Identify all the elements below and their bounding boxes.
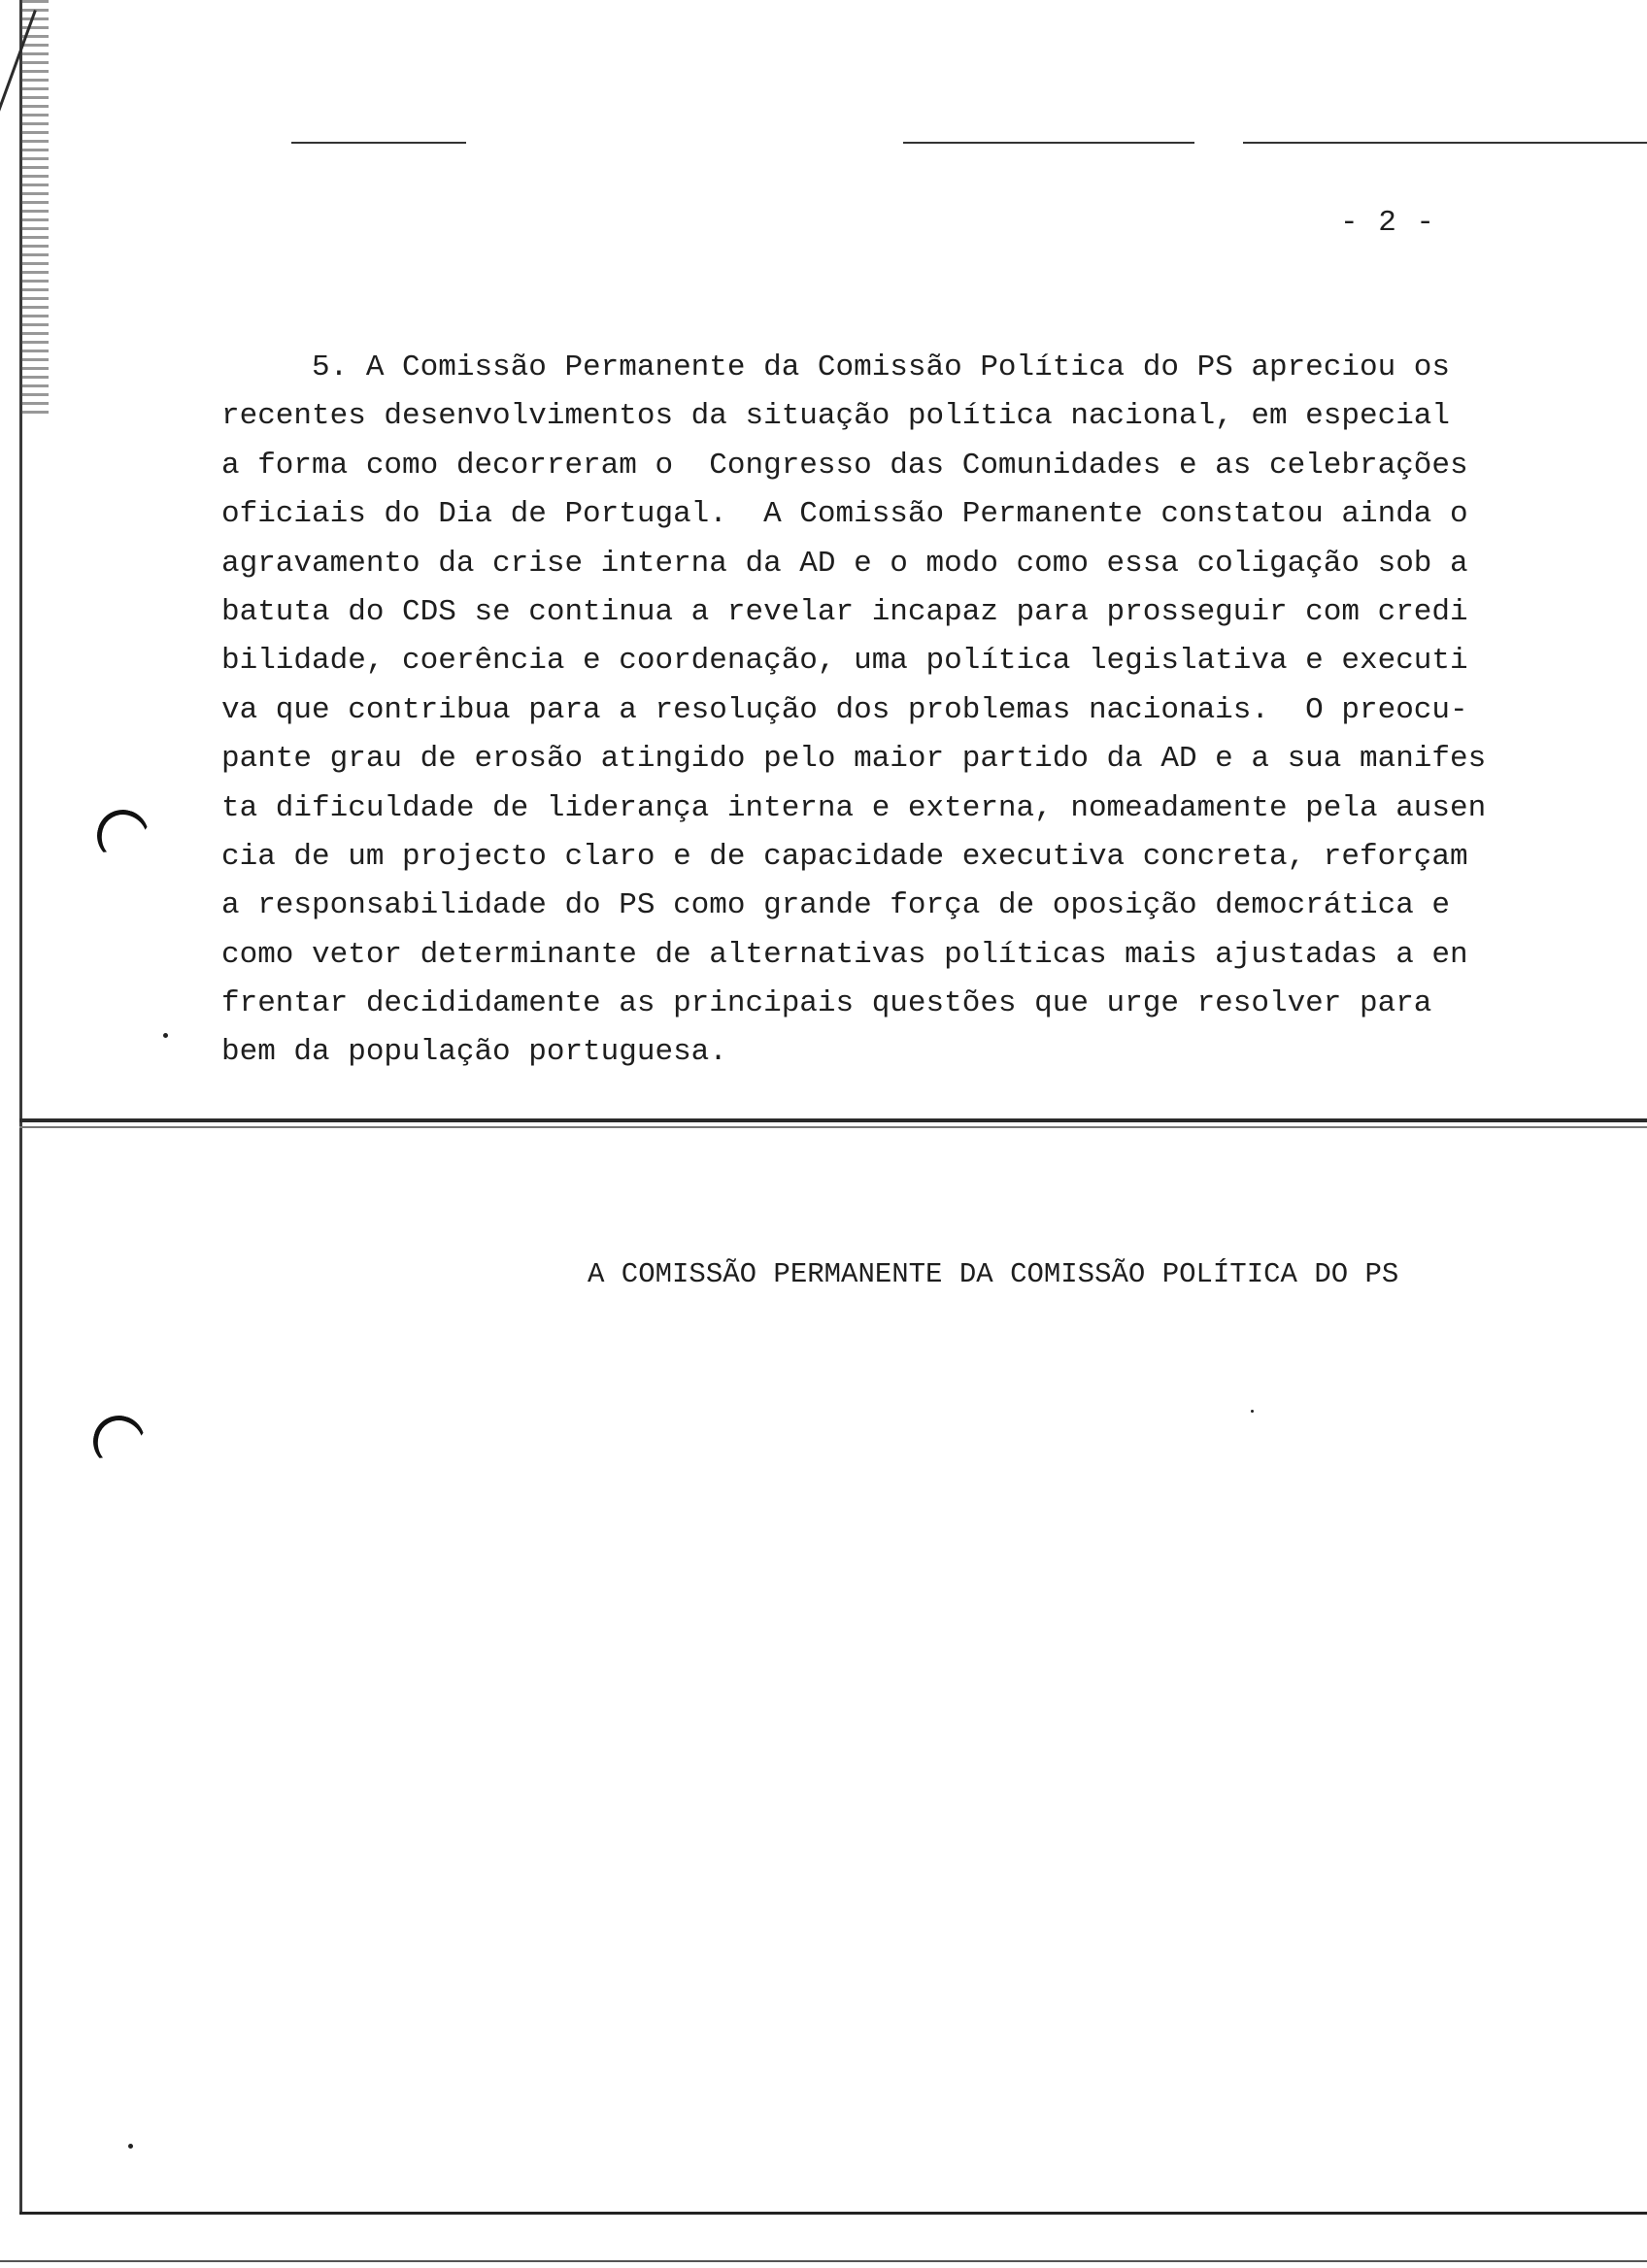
paragraph-line: a forma como decorreram o Congresso das Comunidades e as celebrações	[221, 448, 1468, 483]
horizontal-divider	[19, 1118, 1647, 1122]
scan-speck	[128, 2144, 133, 2149]
top-rule-segment	[291, 142, 466, 144]
paragraph-line: 5. A Comissão Permanente da Comissão Política do PS apreciou os	[221, 350, 1451, 384]
scan-speck	[163, 1033, 168, 1038]
paragraph-line: batuta do CDS se continua a revelar incapaz para prosseguir com credi	[221, 594, 1468, 629]
punch-hole-mark	[91, 804, 154, 867]
paragraph-line: agravamento da crise interna da AD e o modo como essa coligação sob a	[221, 546, 1468, 581]
scan-speck	[1251, 1410, 1254, 1413]
bottom-edge	[0, 2260, 1647, 2262]
horizontal-divider-shadow	[19, 1126, 1647, 1128]
paragraph-line: como vetor determinante de alternativas políticas mais ajustadas a en	[221, 937, 1468, 972]
paragraph-line: bilidade, coerência e coordenação, uma política legislativa e executi	[221, 644, 1468, 679]
top-rule-segment	[1243, 142, 1647, 144]
paragraph-line: oficiais do Dia de Portugal. A Comissão Permanente constatou ainda o	[221, 497, 1468, 532]
paragraph-line: a responsabilidade do PS como grande força de oposição democrática e	[221, 888, 1451, 923]
bottom-divider	[19, 2212, 1647, 2215]
paragraph-line: bem da população portuguesa.	[221, 1035, 727, 1070]
paragraph-line: frentar decididamente as principais questões que urge resolver para	[221, 986, 1432, 1021]
punch-hole-mark	[87, 1410, 151, 1473]
paragraph-line: cia de um projecto claro e de capacidade executiva concreta, reforçam	[221, 839, 1468, 874]
paragraph-line: pante grau de erosão atingido pelo maior partido da AD e a sua manifes	[221, 742, 1487, 777]
page-number: - 2 -	[1340, 206, 1436, 240]
top-rule-segment	[903, 142, 1194, 144]
paragraph-line: va que contribua para a resolução dos problemas nacionais. O preocu-	[221, 692, 1468, 727]
signature-line: A COMISSÃO PERMANENTE DA COMISSÃO POLÍTICA DO PS	[588, 1258, 1399, 1290]
body-paragraph	[221, 344, 1600, 1078]
scan-edge-noise	[21, 0, 49, 417]
paragraph-line: ta dificuldade de liderança interna e externa, nomeadamente pela ausen	[221, 790, 1487, 825]
paragraph-line: recentes desenvolvimentos da situação política nacional, em especial	[221, 399, 1451, 434]
